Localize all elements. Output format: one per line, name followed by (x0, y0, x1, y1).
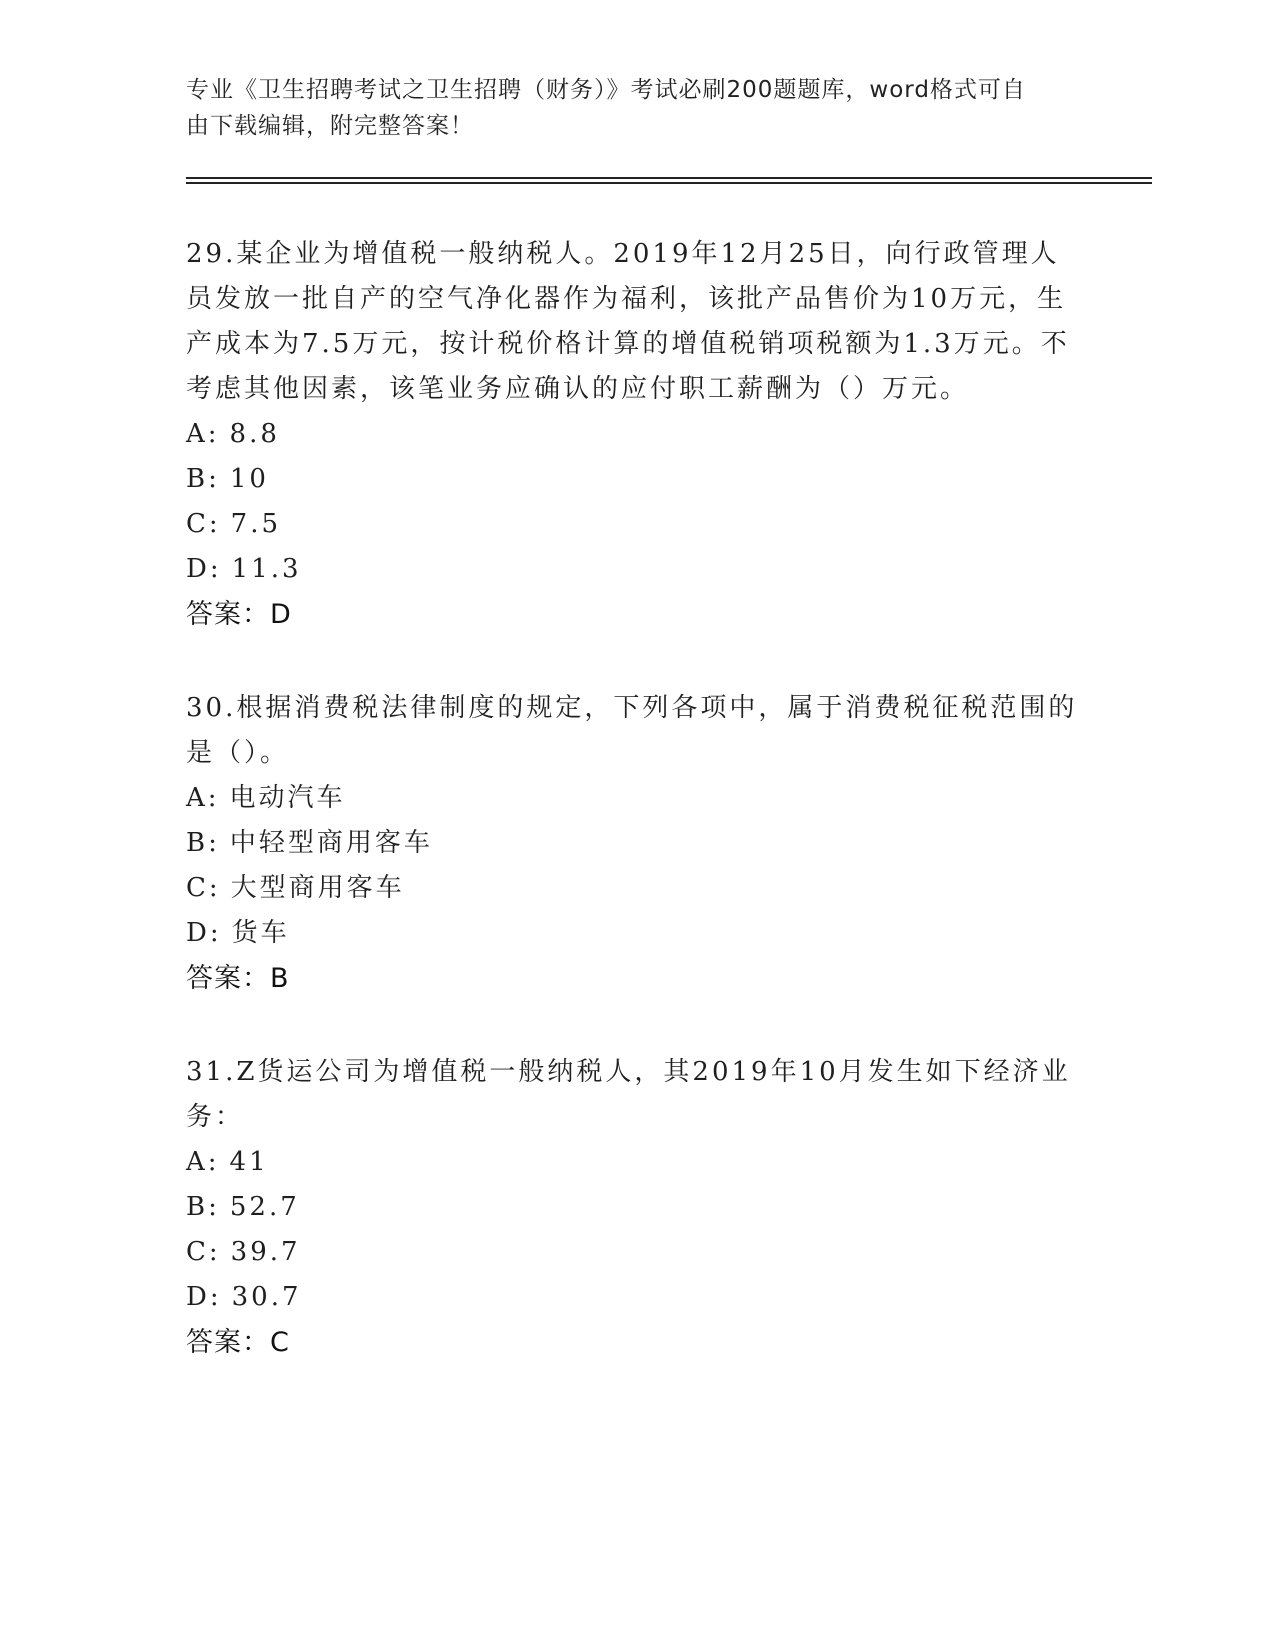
option-c (186, 502, 1086, 547)
option-text: 30.7 (231, 1282, 302, 1312)
option-d (186, 1275, 1086, 1320)
option-key: A: (186, 783, 220, 813)
option-key: B: (186, 828, 220, 858)
option-text: 39.7 (230, 1237, 301, 1267)
option-key: D: (186, 554, 222, 584)
header-title-line-1: 专业《卫生招聘考试之卫生招聘（财务）》考试必刷200题题库，word格式可自 (186, 77, 1026, 103)
header-divider-bottom (186, 182, 1152, 184)
option-b (186, 1185, 1086, 1230)
option-d (186, 911, 1086, 956)
option-list (186, 412, 1086, 592)
question-30 (186, 686, 1086, 1001)
option-text: 41 (229, 1147, 269, 1177)
option-text: 7.5 (230, 509, 282, 539)
option-c (186, 1230, 1086, 1275)
option-list (186, 776, 1086, 956)
option-text: 电动汽车 (229, 783, 346, 813)
document-header (186, 72, 1066, 144)
option-text: 52.7 (229, 1192, 300, 1222)
question-stem: 30.根据消费税法律制度的规定，下列各项中，属于消费税征税范围的是（）。 (186, 693, 1078, 768)
option-b (186, 457, 1086, 502)
option-text: 8.8 (229, 419, 280, 449)
option-key: C: (186, 1237, 221, 1267)
option-text: 10 (229, 464, 269, 494)
option-list (186, 1140, 1086, 1320)
answer-label: 答案：D (186, 599, 292, 630)
option-text: 货车 (231, 918, 290, 948)
header-title-line-2: 由下载编辑，附完整答案！ (186, 113, 474, 139)
question-stem: 31.Z货运公司为增值税一般纳税人，其2019年10月发生如下经济业务： (186, 1057, 1071, 1132)
option-a (186, 1140, 1086, 1185)
option-key: B: (186, 464, 220, 494)
option-text: 11.3 (231, 554, 302, 584)
option-c (186, 866, 1086, 911)
option-key: A: (186, 1147, 220, 1177)
option-key: C: (186, 509, 221, 539)
option-key: D: (186, 918, 222, 948)
question-31 (186, 1050, 1086, 1365)
question-stem: 29.某企业为增值税一般纳税人。2019年12月25日，向行政管理人员发放一批自产的空气净化器作为福利，该批产品售价为10万元，生产成本为7.5万元，按计税价格计算的增值税销项税额为1.3万元。不考虑其他因素，该笔业务应确认的应付职工薪酬为（）万元。 (186, 239, 1070, 404)
option-key: A: (186, 419, 220, 449)
option-key: D: (186, 1282, 222, 1312)
option-text: 中轻型商用客车 (229, 828, 433, 858)
option-key: B: (186, 1192, 220, 1222)
answer-label: 答案：C (186, 1327, 290, 1358)
question-29 (186, 232, 1086, 637)
option-key: C: (186, 873, 221, 903)
answer-label: 答案：B (186, 963, 290, 994)
option-b (186, 821, 1086, 866)
option-text: 大型商用客车 (230, 873, 405, 903)
option-d (186, 547, 1086, 592)
option-a (186, 412, 1086, 457)
option-a (186, 776, 1086, 821)
header-divider-top (186, 177, 1152, 179)
